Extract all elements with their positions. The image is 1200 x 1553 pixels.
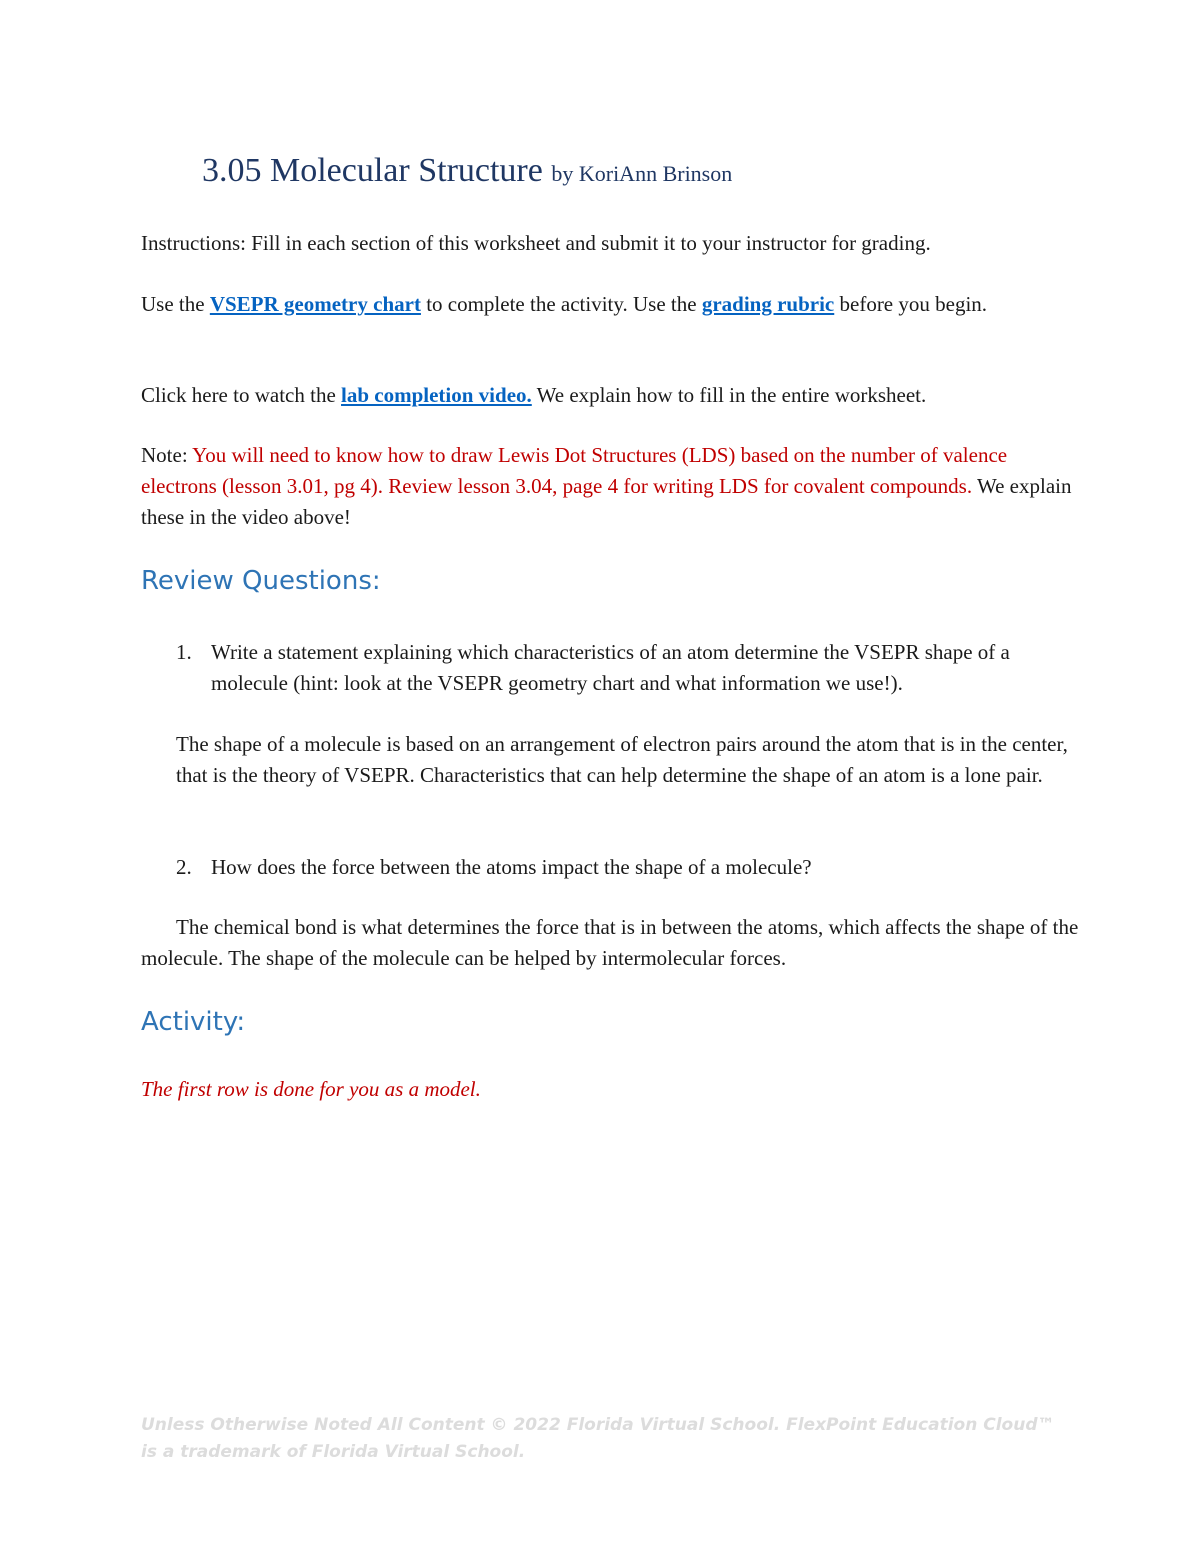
answer-1: The shape of a molecule is based on an arrangement of electron pairs around the atom that is in the center, that is the theory of VSEPR. Characteristics that can help determine the shape of an atom is a lone pair. bbox=[176, 732, 1068, 787]
model-note: The first row is done for you as a model. bbox=[141, 1077, 481, 1101]
lab-video-link[interactable]: lab completion video. bbox=[341, 383, 532, 407]
review-questions-heading: Review Questions: bbox=[141, 566, 381, 596]
grading-rubric-link[interactable]: grading rubric bbox=[701, 292, 835, 316]
vsepr-chart-link[interactable]: VSEPR geometry chart bbox=[209, 292, 421, 316]
question-1-number: 1. bbox=[176, 640, 192, 664]
video-paragraph bbox=[141, 380, 1081, 411]
title-byline: by KoriAnn Brinson bbox=[551, 161, 733, 186]
question-1-text: Write a statement explaining which characteristics of an atom determine the VSEPR shape of a molecule (hint: look at the VSEPR geometry chart and what information we use!). bbox=[211, 640, 1010, 695]
activity-heading: Activity: bbox=[141, 1007, 246, 1037]
video-prefix: Click here to watch the bbox=[141, 383, 342, 407]
use-chart-suffix: before you begin. bbox=[834, 292, 988, 316]
use-chart-paragraph bbox=[141, 289, 1081, 320]
use-chart-middle: to complete the activity. Use the bbox=[420, 292, 702, 316]
video-suffix: We explain how to fill in the entire worksheet. bbox=[531, 383, 927, 407]
answer-2: The chemical bond is what determines the force that is in between the atoms, which affects the shape of the molecule. The shape of the molecule can be helped by intermolecular forces. bbox=[141, 915, 1079, 970]
instructions-paragraph: Instructions: Fill in each section of this worksheet and submit it to your instructor for grading. bbox=[141, 231, 931, 255]
copyright-footer: Unless Otherwise Noted All Content © 2022 Florida Virtual School. FlexPoint Education Cloud™ is a trademark of Florida Virtual School. bbox=[141, 1415, 1055, 1462]
note-suffix: We explain these in the video above! bbox=[141, 474, 1072, 529]
note-label: Note: bbox=[141, 443, 193, 467]
page-title bbox=[202, 152, 732, 190]
question-1 bbox=[176, 637, 1081, 699]
question-2-text: How does the force between the atoms impact the shape of a molecule? bbox=[211, 855, 812, 879]
question-2-number: 2. bbox=[176, 855, 192, 879]
use-chart-prefix: Use the bbox=[141, 292, 210, 316]
title-text: 3.05 Molecular Structure bbox=[202, 152, 543, 189]
note-paragraph bbox=[141, 440, 1081, 533]
question-2 bbox=[176, 852, 1081, 883]
note-red-text: You will need to know how to draw Lewis Dot Structures (LDS) based on the number of valence electrons (lesson 3.01, pg 4). Review lesson 3.04, page 4 for writing LDS for covalent compounds. bbox=[141, 443, 1008, 498]
